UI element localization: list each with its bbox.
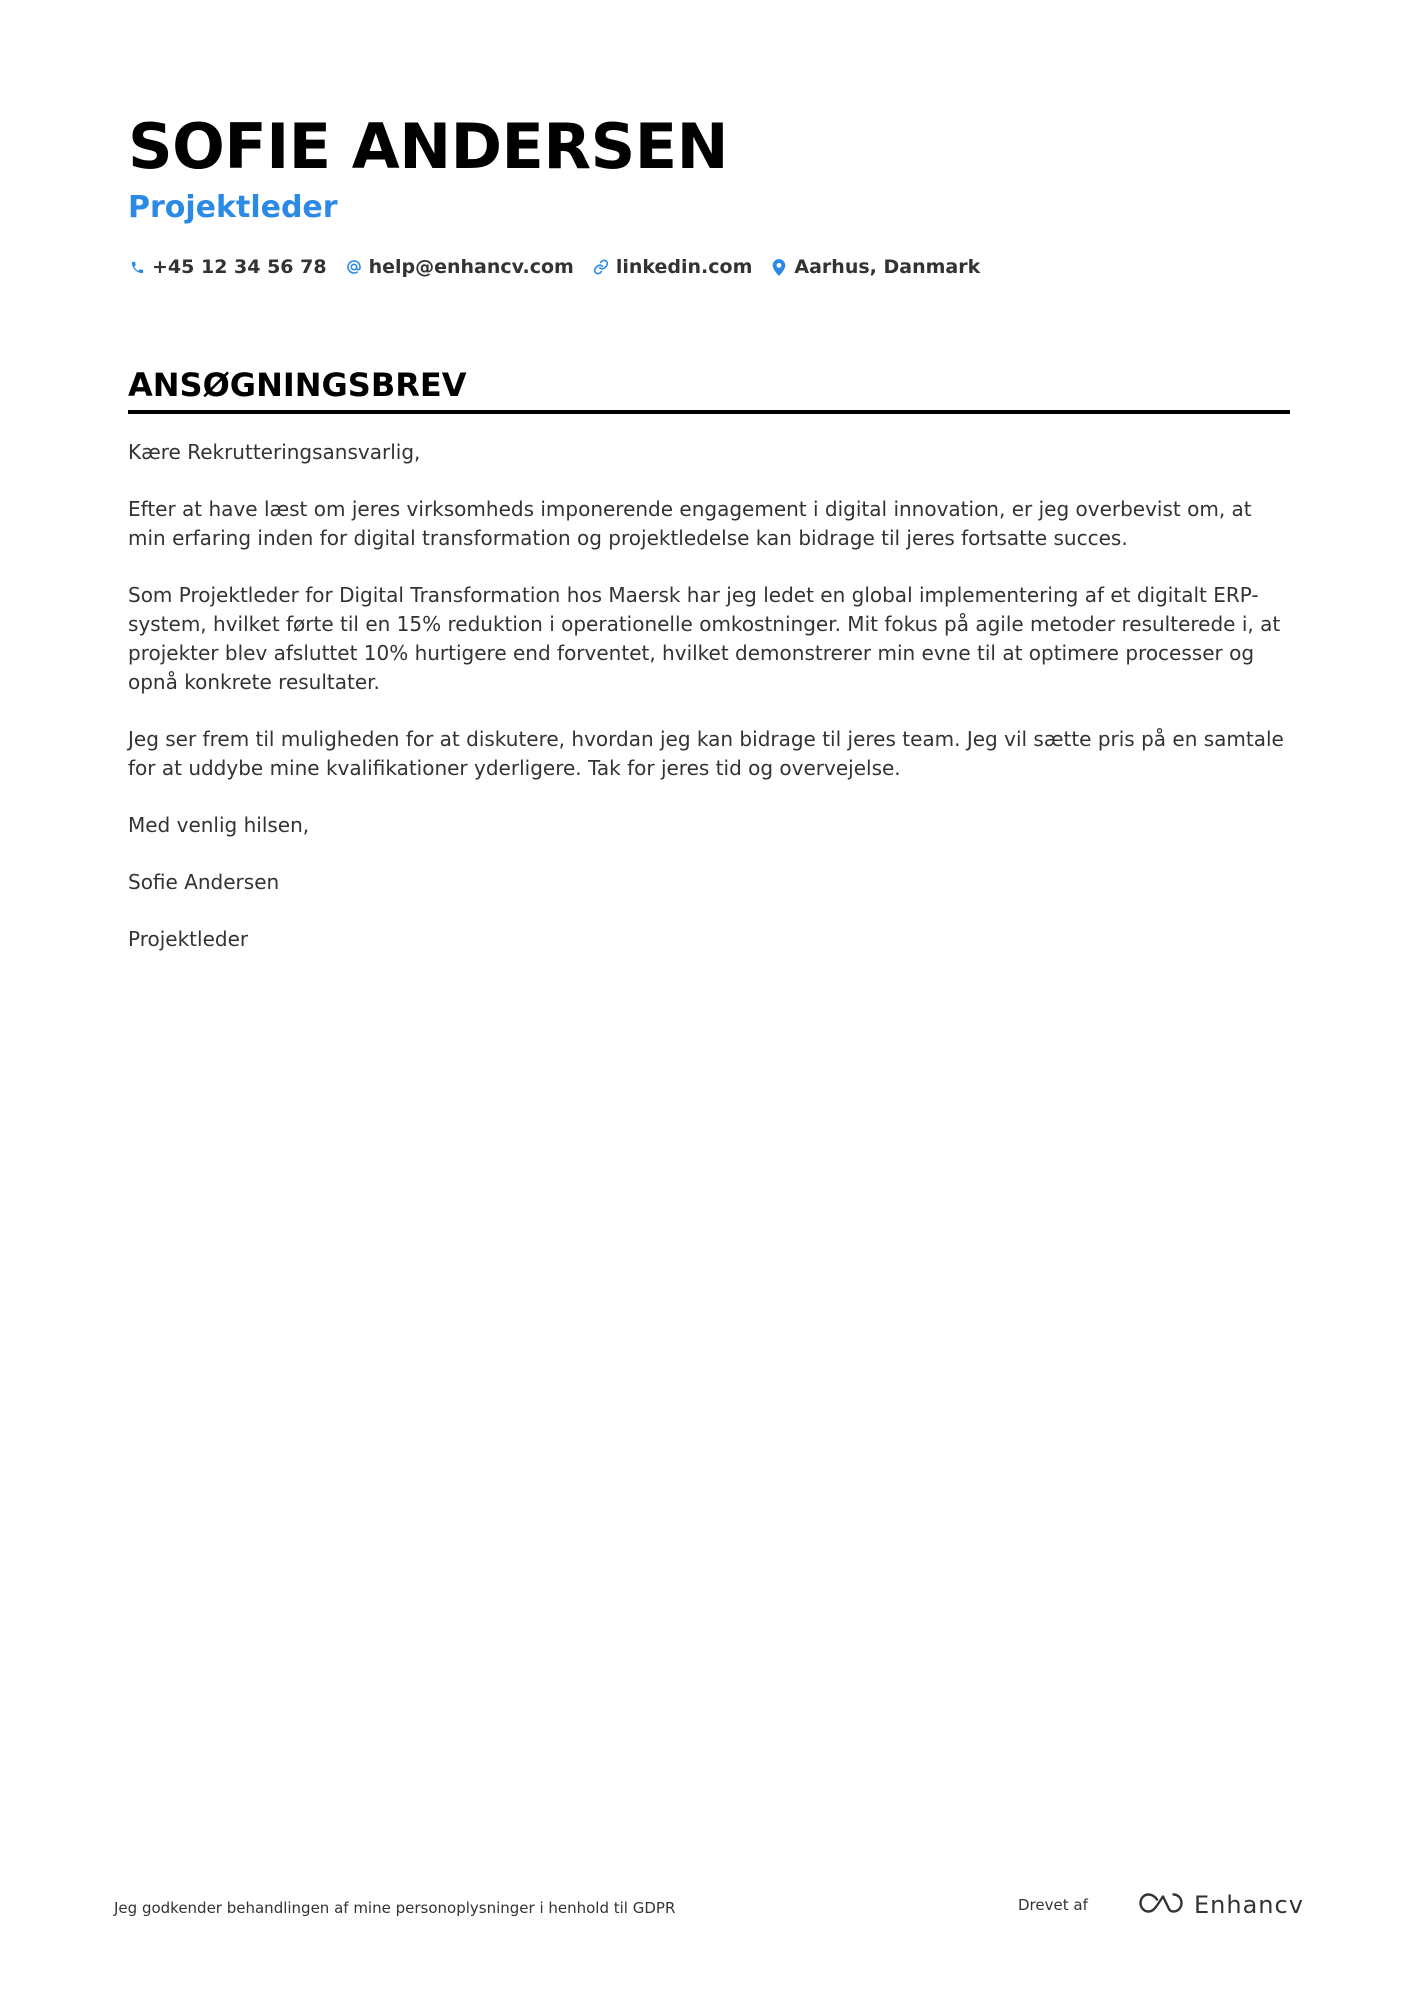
letter-body	[128, 438, 1290, 954]
gdpr-consent-text: Jeg godkender behandlingen af mine personoplysninger i henhold til GDPR	[114, 1899, 676, 1917]
footer	[114, 1888, 1304, 1928]
contact-linkedin	[592, 254, 753, 280]
location-pin-icon	[770, 258, 788, 276]
enhancv-brand[interactable]	[1138, 1888, 1304, 1922]
email-address: help@enhancv.com	[368, 256, 574, 278]
section-divider	[128, 410, 1290, 414]
signature-name: Sofie Andersen	[128, 870, 280, 894]
cover-letter-section	[128, 364, 1290, 982]
contact-email	[345, 254, 574, 280]
contact-phone	[128, 254, 327, 280]
phone-icon	[128, 258, 146, 276]
enhancv-logo-icon	[1138, 1891, 1184, 1919]
link-icon	[592, 258, 610, 276]
at-icon	[345, 258, 363, 276]
letter-paragraph: Som Projektleder for Digital Transformation hos Maersk har jeg ledet en global implementering af et digitalt ERP-system, hvilket førte til en 15% reduktion i operationelle omkostninger. Mit fokus på agile metoder resulterede i, at projekter blev afsluttet 10% hurtigere end forventet, hvilket demonstrerer min evne til at optimere processer og opnå konkrete resultater.	[128, 583, 1281, 694]
enhancv-brand-name: Enhancv	[1194, 1891, 1304, 1919]
letter-paragraph: Efter at have læst om jeres virksomheds imponerende engagement i digital innovation, er jeg overbevist om, at min erfaring inden for digital transformation og projektledelse kan bidrage til jeres fortsatte succes.	[128, 497, 1252, 550]
letter-greeting: Kære Rekrutteringsansvarlig,	[128, 440, 421, 464]
candidate-name: SOFIE ANDERSEN	[128, 110, 729, 183]
contact-location	[770, 254, 980, 280]
header	[128, 108, 1288, 280]
letter-paragraph: Jeg ser frem til muligheden for at diskutere, hvordan jeg kan bidrage til jeres team. Jeg vil sætte pris på en samtale for at uddybe mine kvalifikationer yderligere. Tak for jeres tid og overvejelse.	[128, 727, 1284, 780]
location-text: Aarhus, Danmark	[794, 256, 981, 278]
candidate-role: Projektleder	[128, 190, 338, 225]
powered-by-label: Drevet af	[1018, 1896, 1088, 1914]
contact-bar	[128, 254, 1288, 280]
linkedin-url: linkedin.com	[615, 256, 753, 278]
section-title: ANSØGNINGSBREV	[128, 366, 467, 404]
phone-number: +45 12 34 56 78	[152, 256, 327, 278]
signature-title: Projektleder	[128, 927, 249, 951]
letter-closing: Med venlig hilsen,	[128, 813, 310, 837]
